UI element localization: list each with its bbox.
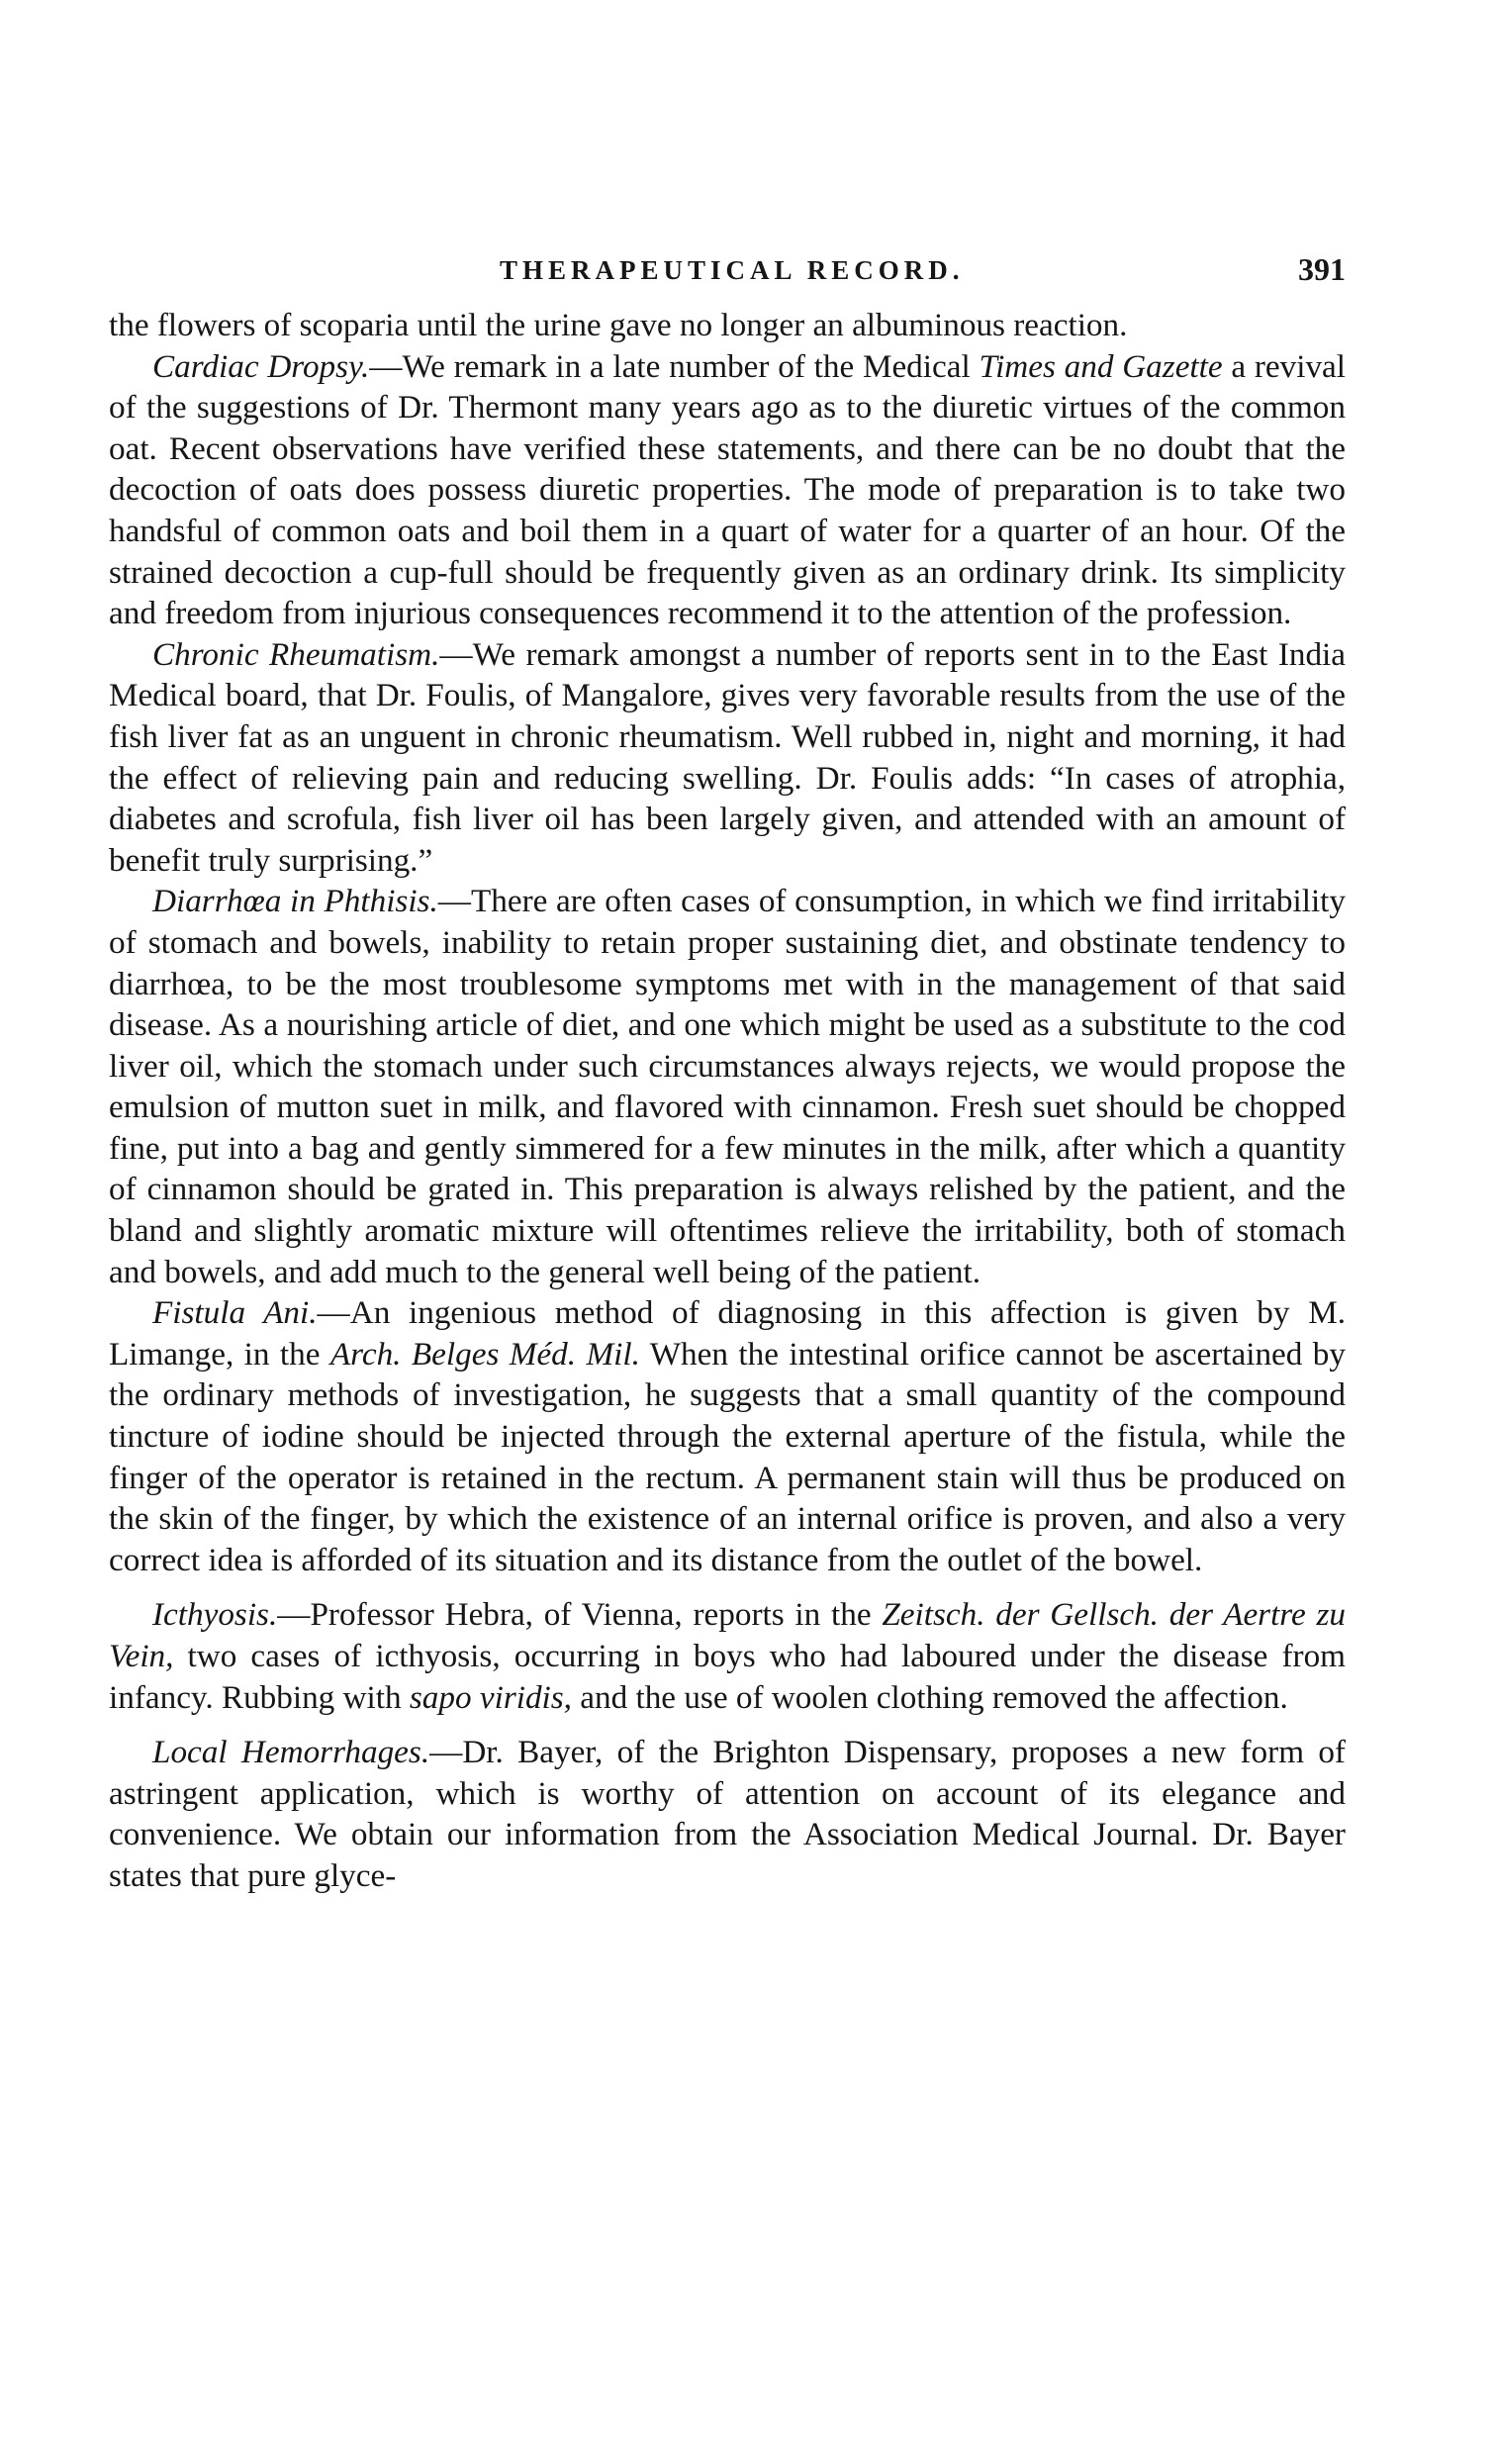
paragraph-text: —We remark amongst a number of reports sent in to the East India Medical board, that Dr. Foulis, of Mangalore, gives very favorable results from the use of the fish liver fat as an unguent in chronic rheumatism. Well rubbed in, night and morning, it had the effect of relieving pain and reducing swelling. Dr. Foulis adds: “In cases of atrophia, diabetes and scrofula, fish liver oil has been largely given, and attended with an amount of benefit truly surprising.” — [109, 635, 1347, 879]
running-header — [109, 245, 1346, 305]
section-heading: Chronic Rheumatism. — [152, 635, 440, 673]
paragraph-text: —We remark in a late number of the Medical — [369, 347, 980, 385]
body-text — [109, 305, 1346, 1897]
paragraph-text: —There are often cases of consumption, in which we find irritability of stomach and bowels, inability to retain proper sustaining diet, and obstinate tendency to diarrhœa, to be the most troublesome symptoms met with in the management of that said disease. As a nourishing article of diet, and one which might be used as a substitute to the cod liver oil, which the stomach under such circumstances always rejects, we would propose the emulsion of mutton suet in milk, and flavored with cinnamon. Fresh suet should be chopped fine, put into a bag and gently simmered for a few minutes in the milk, after which a quantity of cinnamon should be grated in. This preparation is always relished by the patient, and the bland and slightly aromatic mixture will oftentimes relieve the irritability, both of stomach and bowels, and add much to the general well being of the patient. — [109, 883, 1346, 1290]
document-page — [109, 245, 1346, 1897]
paragraph-text: When the intestinal orifice cannot be ascertained by the ordinary methods of investigation, he suggests that a small quantity of the compound tincture of iodine should be injected through the external aperture of the fistula, while the finger of the operator is retained in the rectum. A permanent stain will thus be produced on the skin of the finger, by which the existence of an internal orifice is proven, and also a very correct idea is afforded of its situation and its distance from the outlet of the bowel. — [109, 1335, 1346, 1578]
journal-title: Arch. Belges Méd. Mil. — [329, 1335, 640, 1373]
section-heading: Icthyosis. — [152, 1596, 278, 1634]
paragraph-chronic-rheumatism — [109, 634, 1346, 882]
running-title: THERAPEUTICAL RECORD. — [500, 255, 965, 285]
section-heading: Local Hemorrhages. — [152, 1734, 430, 1771]
paragraph-text: the flowers of scoparia until the urine gave no longer an albuminous reaction. — [109, 307, 1128, 343]
paragraph-text: —Professor Hebra, of Vienna, reports in the — [277, 1596, 883, 1634]
paragraph-local-hemorrhages — [109, 1732, 1346, 1896]
paragraph-diarrhoea-in-phthisis — [109, 881, 1346, 1292]
section-heading: Diarrhœa in Phthisis. — [152, 883, 438, 920]
section-heading: Fistula Ani. — [152, 1294, 318, 1332]
paragraph-text: and the use of woolen clothing removed the affection. — [571, 1678, 1288, 1716]
section-heading: Cardiac Dropsy. — [152, 347, 370, 385]
page-number: 391 — [1298, 251, 1346, 287]
paragraph-continuation — [109, 305, 1346, 346]
remedy-name: sapo viridis, — [409, 1678, 572, 1716]
paragraph-text: —An ingenious method of diagnosing in this affection is given by M. Limange, in the — [109, 1294, 1347, 1373]
journal-title: Times and Gazette — [979, 347, 1223, 385]
paragraph-icthyosis — [109, 1594, 1346, 1718]
paragraph-text: —Dr. Bayer, of the Brighton Dispensary, proposes a new form of astringent application, which is worthy of attention on account of its elegance and convenience. We obtain our information from the Association Medical Journal. Dr. Bayer states that pure glyce- — [109, 1734, 1346, 1894]
paragraph-text: two cases of icthyosis, occurring in boys who had laboured under the disease from infancy. Rubbing with — [109, 1638, 1346, 1716]
paragraph-cardiac-dropsy — [109, 346, 1346, 634]
journal-title: Zeitsch. der Gellsch. der Aertre zu Vein, — [109, 1596, 1347, 1674]
paragraph-text: a revival of the suggestions of Dr. Thermont many years ago as to the diuretic virtues of the common oat. Recent observations have verified these statements, and there can be no doubt that the decoction of oats does possess diuretic properties. The mode of preparation is to take two handsful of common oats and boil them in a quart of water for a quarter of an hour. Of the strained decoction a cup-full should be frequently given as an ordinary drink. Its simplicity and freedom from injurious consequences recommend it to the attention of the profession. — [109, 347, 1347, 632]
paragraph-fistula-ani — [109, 1292, 1346, 1580]
